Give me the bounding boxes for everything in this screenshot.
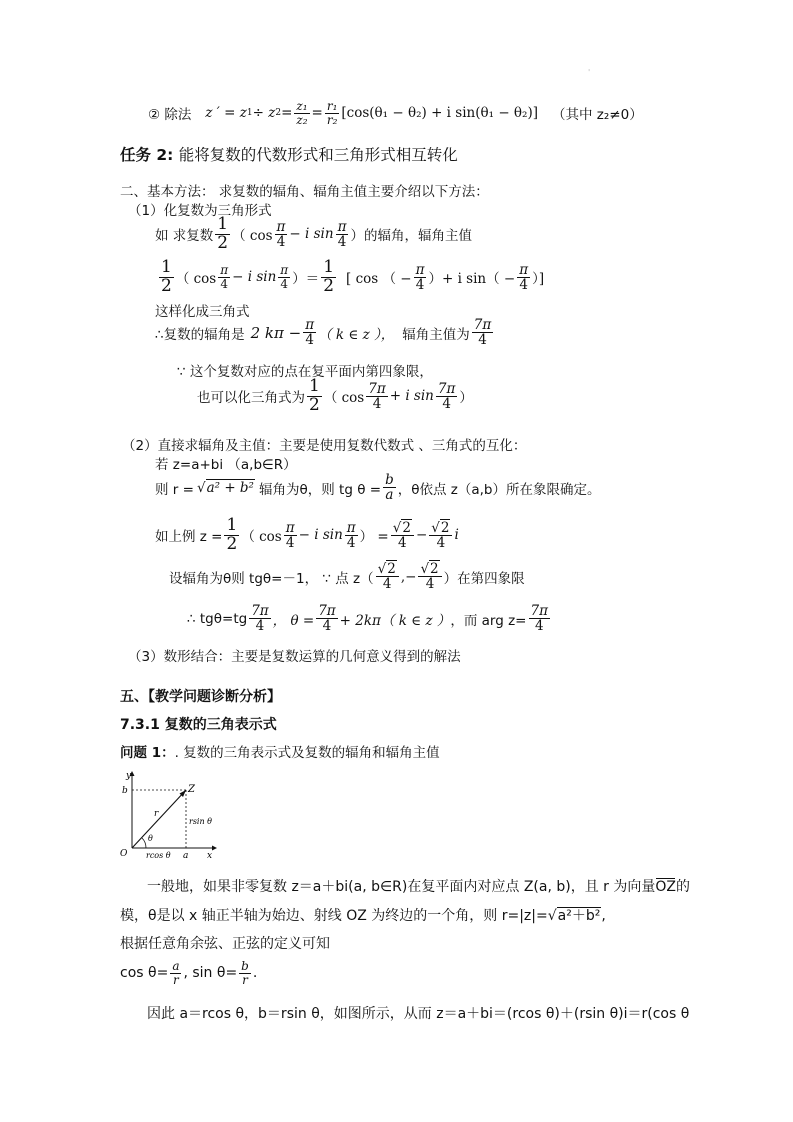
division-formula (148, 100, 643, 126)
label-Z: Z (188, 784, 195, 795)
also-cos: （ cos (323, 390, 365, 407)
oz-vector (132, 790, 186, 848)
also-line (197, 378, 473, 415)
then-mid: 辐角为θ，则 tg θ = (258, 481, 382, 498)
label-y: y (126, 771, 132, 781)
cos-sin-end: . (252, 965, 258, 982)
section5-sub: 7.3.1 复数的三角表示式 (120, 717, 277, 733)
para-line-3: 根据任意角余弦、正弦的定义可知 (120, 936, 330, 952)
arg-pi-over-4: $\frac{\pi}{4}$ (305, 317, 315, 349)
set-prefix: 设辐角为θ则 tgθ=－1， ∵ 点 z（ (169, 570, 374, 587)
pi-over-4-c: $\frac{\pi}{4}$ (220, 263, 229, 291)
arg-line (155, 318, 495, 347)
arg-prefix: ∴复数的辐角是 (155, 326, 245, 343)
pi-over-4-b: $\frac{\pi}{4}$ (337, 218, 347, 250)
line2-eq: ）＝ (292, 271, 320, 288)
division-lhs: z ′ = z (205, 105, 247, 122)
method1-title: （1）化复数为三角形式 (128, 203, 272, 219)
complex-plane-diagram (116, 768, 226, 858)
paren-open: （ cos (232, 228, 273, 245)
also-text: 也可以化三角式为 (197, 390, 305, 407)
para-line-5: 因此 a＝rcos θ，b＝rsin θ，如图所示，从而 z＝a＋bi＝(rcos θ)＋(rsin θ)i＝r(cos θ (147, 1006, 690, 1022)
task2-text: 能将复数的代数形式和三角形式相互转化 (178, 146, 458, 164)
a-over-r: $\frac{a}{r}$ (172, 959, 180, 987)
root2-over-4-a: $\frac{√2}{4}$ (391, 521, 414, 550)
methods-heading: 二、基本方法： 求复数的辐角、辐角主值主要介绍以下方法： (120, 184, 489, 200)
oz-vector-label: OZ (655, 879, 676, 895)
then-sqrt: a² + b² (206, 480, 254, 497)
line2-plus: ）+ i sin（ − (428, 271, 516, 288)
set-suffix: ）在第四象限 (443, 570, 525, 587)
q1-text: . 复数的三角表示式及复数的辐角和辐角主值 (174, 745, 440, 761)
eq-sign: = (281, 105, 293, 122)
then-suffix: ，θ依点 z（a,b）所在象限确定。 (397, 481, 601, 498)
tg-seven-pi: $\frac{7\pi}{4}$ (251, 603, 269, 635)
division-label: ② 除法 (148, 107, 192, 124)
sin-label: , sin θ= (183, 965, 238, 982)
x-arrow (212, 846, 217, 851)
label-rsin: rsin θ (189, 817, 212, 826)
r-fraction: $\frac{\text{r₁}}{\text{r₂}}$ (326, 99, 338, 127)
minus-isin: − i sin (289, 226, 334, 243)
p2-text: 模，θ是以 x 轴正半轴为始边、射线 OZ 为终边的一个角，则 r=|z|= (120, 908, 548, 924)
half-fraction: $\frac{1}{2}$ (217, 214, 229, 253)
half-fraction-4: $\frac{1}{2}$ (309, 376, 320, 415)
also-seven-pi-a: $\frac{7\pi}{4}$ (368, 380, 386, 412)
label-x: x (207, 851, 213, 858)
eg-pi-a: $\frac{\pi}{4}$ (285, 519, 295, 551)
q1-label: 问题 1： (120, 745, 175, 761)
set-comma: ,− (400, 568, 417, 585)
task2-label: 任务 2: (120, 146, 174, 164)
para-line-1 (147, 876, 690, 896)
arg-expr: 2 kπ − (250, 323, 302, 342)
tg-theta: ， θ = (272, 612, 315, 629)
method3-title: （3）数形结合：主要是复数运算的几何意义得到的解法 (128, 649, 461, 665)
eq-sign-2: = (311, 105, 323, 122)
cos-label: cos θ= (120, 965, 169, 982)
arg-main: 辐角主值为 (402, 326, 470, 343)
line2-end: ）] (532, 271, 545, 288)
eg-pi-b: $\frac{\pi}{4}$ (346, 519, 356, 551)
half-fraction-2: $\frac{1}{2}$ (161, 257, 172, 296)
b-over-r: $\frac{b}{r}$ (241, 959, 249, 987)
set-line (169, 562, 525, 591)
cos-sin-line (120, 960, 257, 986)
tg-arg: ，而 arg z= (450, 612, 527, 629)
label-b: b (122, 786, 128, 796)
label-O: O (120, 849, 128, 858)
set-root2-a: $\frac{√2}{4}$ (376, 562, 399, 591)
set-root2-b: $\frac{√2}{4}$ (418, 562, 441, 591)
convert-text: 这样化成三角式 (155, 304, 250, 320)
example-line-2 (157, 259, 544, 296)
line2-open: （ cos (175, 271, 217, 288)
sub-one: 1 (246, 108, 253, 119)
division-note: （其中 z₂≠0） (552, 107, 643, 124)
p2-end: , (601, 908, 606, 924)
p2-sqrt: a²＋b² (557, 908, 601, 924)
then-prefix: 则 r = (155, 481, 194, 498)
z-fraction: $\frac{\text{z₁}}{\text{z₂}}$ (296, 99, 308, 127)
tg-prefix: ∴ tgθ=tg (187, 610, 248, 627)
label-r: r (154, 809, 159, 819)
also-end: ） (459, 390, 473, 407)
pi-over-4-e: $\frac{\pi}{4}$ (415, 261, 425, 293)
tg-plus: + 2kπ（ k ∈ z ） (339, 612, 451, 629)
eg-minus: − (415, 527, 428, 544)
eg-close: ） = (359, 529, 389, 546)
question1 (120, 741, 440, 761)
tg-seven-pi-b: $\frac{7\pi}{4}$ (318, 603, 336, 635)
also-isin: + i sin (389, 388, 434, 405)
division-div: ÷ z (252, 105, 276, 122)
half-fraction-5: $\frac{1}{2}$ (226, 515, 238, 554)
eg-line (155, 517, 459, 554)
b-over-a: $\frac{b}{a}$ (385, 472, 394, 504)
eg-prefix: 如上例 z = (155, 529, 223, 546)
minus-isin-2: − i sin (232, 269, 277, 286)
method2-title: （2）直接求辐角及主值：主要是使用复数代数式 、三角式的互化： (122, 438, 527, 454)
eg-open: （ cos (241, 529, 282, 546)
label-rcos: rcos θ (146, 851, 171, 858)
label-a: a (183, 851, 189, 858)
section5-title: 五、【教学问题诊断分析】 (120, 689, 281, 705)
paren-close: ） (350, 228, 364, 245)
pi-over-4-f: $\frac{\pi}{4}$ (519, 261, 529, 293)
theta-arc (142, 838, 146, 848)
task2-heading (120, 143, 458, 165)
because-text: ∵ 这个复数对应的点在复平面内第四象限， (177, 364, 433, 380)
pi-over-4-d: $\frac{\pi}{4}$ (280, 263, 289, 291)
tg-seven-pi-c: $\frac{7\pi}{4}$ (530, 603, 548, 635)
p1-end: 的 (675, 879, 690, 895)
para-line-2: 模，θ是以 x 轴正半轴为始边、射线 OZ 为终边的一个角，则 r=|z|=√a²＋b², (120, 908, 606, 924)
also-seven-pi-b: $\frac{7\pi}{4}$ (437, 380, 456, 412)
half-fraction-3: $\frac{1}{2}$ (323, 257, 335, 296)
division-tail: [cos(θ₁ − θ₂) + i sin(θ₁ − θ₂)] (341, 105, 538, 122)
sub-two: 2 (275, 108, 282, 119)
label-theta: θ (148, 834, 153, 843)
seven-pi-over-4: $\frac{7\pi}{4}$ (473, 317, 492, 349)
pi-over-4: $\frac{\pi}{4}$ (276, 218, 286, 250)
corner-mark: ' (588, 68, 591, 77)
example-line-1 (155, 216, 472, 253)
then-line: 则 r = √ a² + b² 辐角为θ，则 tg θ = $\frac{b}{a}$ ，θ依点 z（a,b）所在象限确定。 (155, 472, 601, 504)
arg-k: （ k ∈ z ）， (318, 326, 395, 343)
example-prefix: 如 求复数 (155, 228, 214, 245)
tg-line (187, 604, 552, 633)
if-text: 若 z=a+bi （a,b∈R） (155, 457, 297, 473)
eg-i: i (454, 527, 459, 544)
example-suffix: 的辐角，辐角主值 (363, 228, 472, 245)
root2-over-4-b: $\frac{√2}{4}$ (429, 521, 452, 550)
p1-text: 一般地，如果非零复数 z＝a＋bi(a, b∈R)在复平面内对应点 Z(a, b)，且 r 为向量 (147, 879, 656, 895)
eg-minus-isin: − i sin (298, 527, 343, 544)
line2-bracket: [ cos （ − (346, 271, 412, 288)
